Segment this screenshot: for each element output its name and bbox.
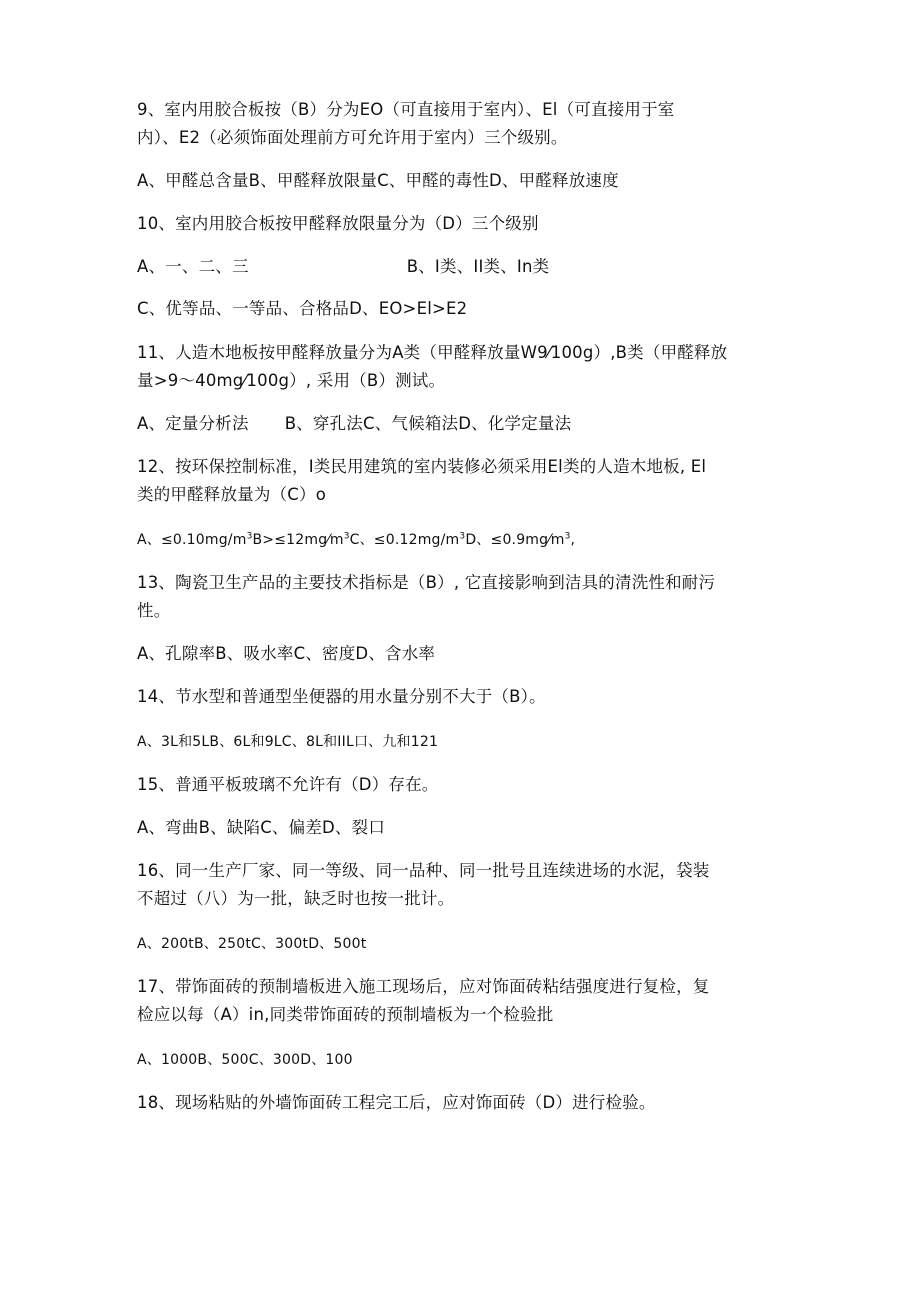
superscript: 3 [343,531,350,542]
question-18-line-1: 18、现场粘贴的外墙饰面砖工程完工后，应对饰面砖（D）进行检验。 [137,1093,656,1112]
question-12-line-1: 12、按环保控制标准，I类民用建筑的室内装修必须采用El类的人造木地板, El [137,457,707,476]
question-11-options-rest: B、穿孔法C、气候箱法D、化学定量法 [284,414,572,433]
superscript: 3 [564,531,571,542]
question-9-options: A、甲醛总含量B、甲醛释放限量C、甲醛的毒性D、甲醛释放速度 [137,171,619,190]
question-13-line-2: 性。 [137,601,171,620]
question-17-line-1: 17、带饰面砖的预制墙板进入施工现场后，应对饰面砖粘结强度进行复检，复 [137,977,710,996]
question-12-option-a: A、≤0.10mg/m [137,532,247,548]
question-17-line-2: 检应以每（A）in,同类带饰面砖的预制墙板为一个检验批 [137,1005,554,1024]
question-11-line-2: 量>9～40mg⁄100g）, 采用（B）测试。 [137,371,446,390]
question-10-line-1: 10、室内用胶合板按甲醛释放限量分为（D）三个级别 [137,214,539,233]
question-10-option-a: A、一、二、三 [137,257,249,276]
question-11-option-a: A、定量分析法 [137,414,249,433]
question-10-options-row-2: C、优等品、一等品、合格品D、EO>El>E2 [137,299,468,318]
question-10-option-b: B、I类、II类、In类 [406,257,550,276]
question-13-line-1: 13、陶瓷卫生产品的主要技术指标是（B）, 它直接影响到洁具的清洗性和耐污 [137,573,716,592]
question-10-options-row-1 [137,257,777,277]
superscript: 3 [459,531,466,542]
question-16-options: A、200tB、250tC、300tD、500t [137,936,367,952]
question-16-line-1: 16、同一生产厂家、同一等级、同一品种、同一批号且连续进场的水泥，袋装 [137,861,710,880]
question-9-line-2: 内）、E2（必须饰面处理前方可允许用于室内）三个级别。 [137,128,568,147]
question-13-options: A、孔隙率B、吸水率C、密度D、含水率 [137,644,436,663]
question-12-option-d: D、≤0.9mg⁄m [465,532,565,548]
question-12-options [137,530,777,550]
question-12-line-2: 类的甲醛释放量为（C）o [137,485,327,504]
question-9-line-1: 9、室内用胶合板按（B）分为EO（可直接用于室内）、El（可直接用于室 [137,100,675,119]
question-12-option-c: C、≤0.12mg/m [349,532,460,548]
question-15-options: A、弯曲B、缺陷C、偏差D、裂口 [137,818,386,837]
question-14-options: A、3L和5LB、6L和9LC、8L和IIL口、九和121 [137,734,439,750]
question-14-line-1: 14、节水型和普通型坐便器的用水量分别不大于（B）。 [137,687,546,706]
superscript: 3 [246,531,253,542]
question-12-tail: , [570,532,576,548]
question-12-option-b: B>≤12mg⁄m [252,532,344,548]
question-11-options [137,414,777,434]
question-16-line-2: 不超过（八）为一批，缺乏时也按一批计。 [137,889,455,908]
question-11-line-1: 11、人造木地板按甲醛释放量分为A类（甲醛释放量W9⁄100g）,B类（甲醛释放 [137,343,728,362]
question-17-options: A、1000B、500C、300D、100 [137,1052,353,1068]
question-15-line-1: 15、普通平板玻璃不允许有（D）存在。 [137,775,439,794]
